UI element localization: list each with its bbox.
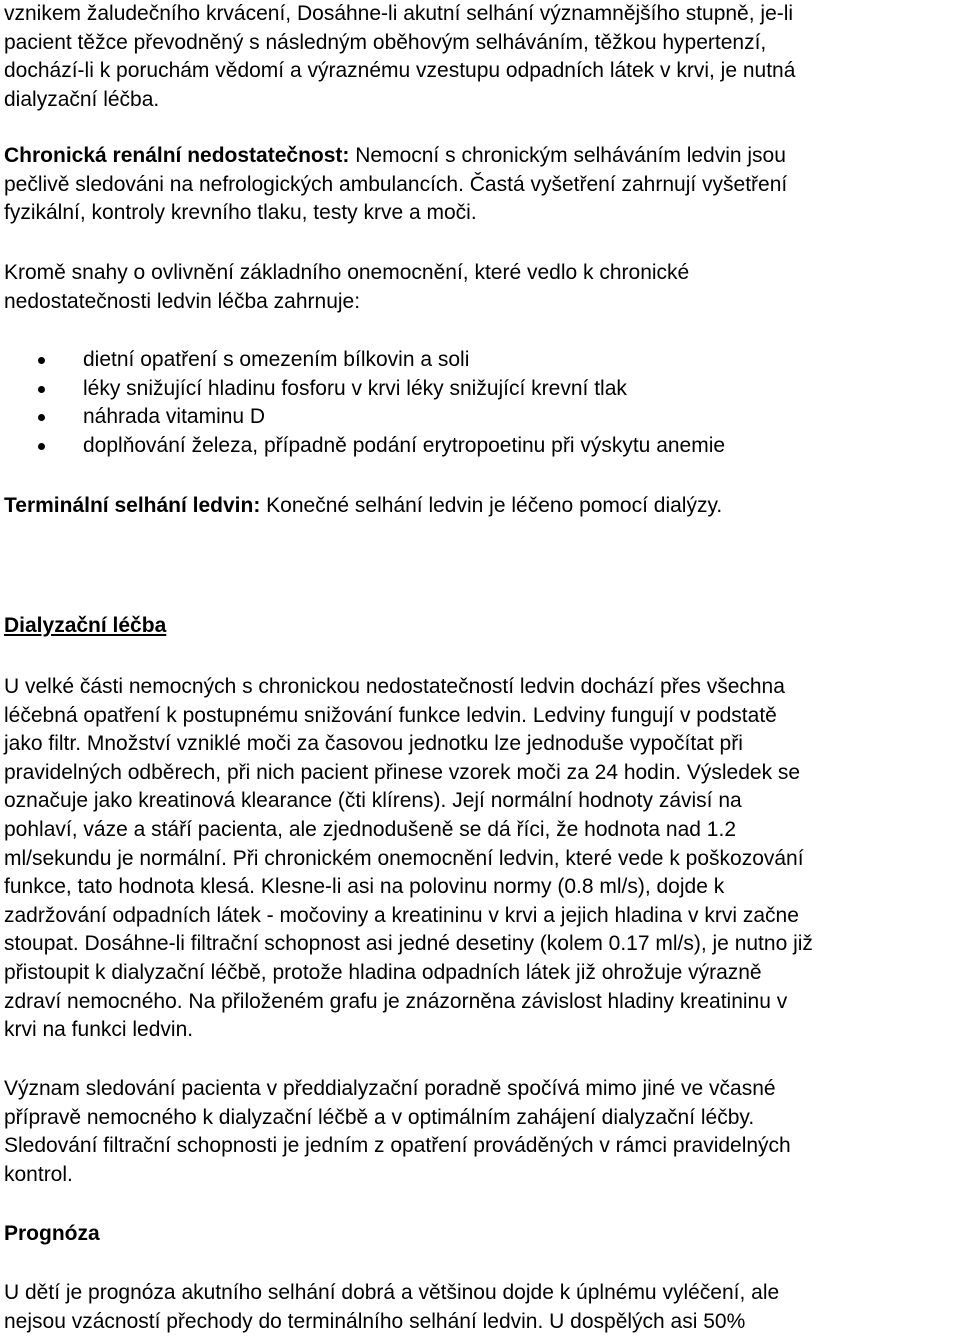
list-item-text: doplňování železa, případně podání erytropoetinu při výskytu anemie [83, 433, 726, 457]
text-line: vznikem žaludečního krvácení, Dosáhne-li akutní selhání významnějšího stupně, je-li [4, 2, 794, 25]
intro-paragraph [4, 0, 795, 114]
text-line: nedostatečnosti ledvin léčba zahrnuje: [4, 289, 361, 313]
terminal-paragraph [4, 492, 722, 521]
chronic-text: Nemocní s chronickým selháváním ledvin jsou [349, 144, 786, 167]
terminal-label: Terminální selhání ledvin: [4, 494, 261, 517]
text-line: jako filtr. Množství vzniklé moči za časovou jednotku lze jednoduše vypočítat při [4, 732, 743, 756]
treatment-list [4, 346, 958, 460]
list-item [4, 346, 958, 375]
text-line: zdraví nemocného. Na přiloženém grafu je znázorněna závislost hladiny kreatininu v [4, 989, 788, 1013]
text-line: pacient těžce převodněný s následným oběhovým selháváním, těžkou hypertenzí, [4, 30, 767, 54]
text-line: pohlaví, váze a stáří pacienta, ale zjednodušeně se dá říci, že hodnota nad 1.2 [4, 817, 736, 841]
predialysis-paragraph [4, 1075, 791, 1189]
bullet-icon [38, 443, 45, 450]
bullet-icon [38, 357, 45, 364]
list-item [4, 375, 958, 404]
chronic-label: Chronická renální nedostatečnost: [4, 144, 350, 167]
bullet-icon [38, 386, 45, 393]
text-line: kontrol. [4, 1162, 73, 1186]
prognosis-paragraph [4, 1279, 779, 1336]
text-line: pravidelných odběrech, při nich pacient přinese vzorek moči za 24 hodin. Výsledek se [4, 760, 801, 784]
text-line: fyzikální, kontroly krevního tlaku, testy krve a moči. [4, 201, 477, 225]
list-item-text: náhrada vitaminu D [83, 405, 266, 429]
text-line [4, 142, 787, 171]
text-line: Sledování filtrační schopnosti je jedním z opatření prováděných v rámci pravidelných [4, 1134, 791, 1158]
text-line: dialyzační léčba. [4, 87, 160, 111]
list-item [4, 432, 958, 461]
treatment-paragraph [4, 259, 689, 316]
section-heading-dialysis: Dialyzační léčba [4, 614, 167, 637]
bullet-icon [38, 414, 45, 421]
text-line: krvi na funkci ledvin. [4, 1018, 194, 1042]
text-line: Význam sledování pacienta v předdialyzační poradně spočívá mimo jiné ve včasné [4, 1077, 776, 1100]
text-line: označuje jako kreatinová klearance (čti klírens). Její normální hodnoty závisí na [4, 789, 742, 813]
text-line: pečlivě sledováni na nefrologických ambulancích. Častá vyšetření zahrnují vyšetření [4, 172, 788, 196]
dialysis-paragraph [4, 673, 813, 1045]
text-line: ml/sekundu je normální. Při chronickém onemocnění ledvin, které vede k poškozování [4, 846, 804, 870]
list-item-text: dietní opatření s omezením bílkovin a soli [83, 348, 470, 371]
text-line: U dětí je prognóza akutního selhání dobrá a většinou dojde k úplnému vyléčení, ale [4, 1281, 780, 1304]
list-item-text: léky snižující hladinu fosforu v krvi léky snižující krevní tlak [83, 376, 627, 400]
list-item [4, 403, 958, 432]
text-line: funkce, tato hodnota klesá. Klesne-li asi na polovinu normy (0.8 ml/s), dojde k [4, 875, 725, 899]
text-line: nejsou vzácností přechody do terminálního selhání ledvin. U dospělých asi 50% [4, 1309, 746, 1333]
terminal-text: Konečné selhání ledvin je léčeno pomocí dialýzy. [260, 494, 723, 517]
text-line: Kromě snahy o ovlivnění základního onemocnění, které vedlo k chronické [4, 261, 690, 284]
text-line: zadržování odpadních látek - močoviny a kreatininu v krvi a jejich hladina v krvi začne [4, 903, 799, 927]
text-line [4, 492, 722, 521]
section-heading-prognosis: Prognóza [4, 1222, 100, 1245]
text-line: U velké části nemocných s chronickou nedostatečností ledvin dochází přes všechna [4, 675, 785, 698]
text-line: stoupat. Dosáhne-li filtrační schopnost asi jedné desetiny (kolem 0.17 ml/s), je nutno již [4, 932, 813, 956]
text-line: přípravě nemocného k dialyzační léčbě a v optimálním zahájení dialyzační léčby. [4, 1105, 755, 1129]
text-line: přistoupit k dialyzační léčbě, protože hladina odpadních látek již ohrožuje výrazně [4, 960, 762, 984]
text-line: léčebná opatření k postupnému snižování funkce ledvin. Ledviny fungují v podstatě [4, 703, 777, 727]
text-line: dochází-li k poruchám vědomí a výraznému vzestupu odpadních látek v krvi, je nutná [4, 59, 796, 83]
chronic-paragraph [4, 142, 787, 228]
